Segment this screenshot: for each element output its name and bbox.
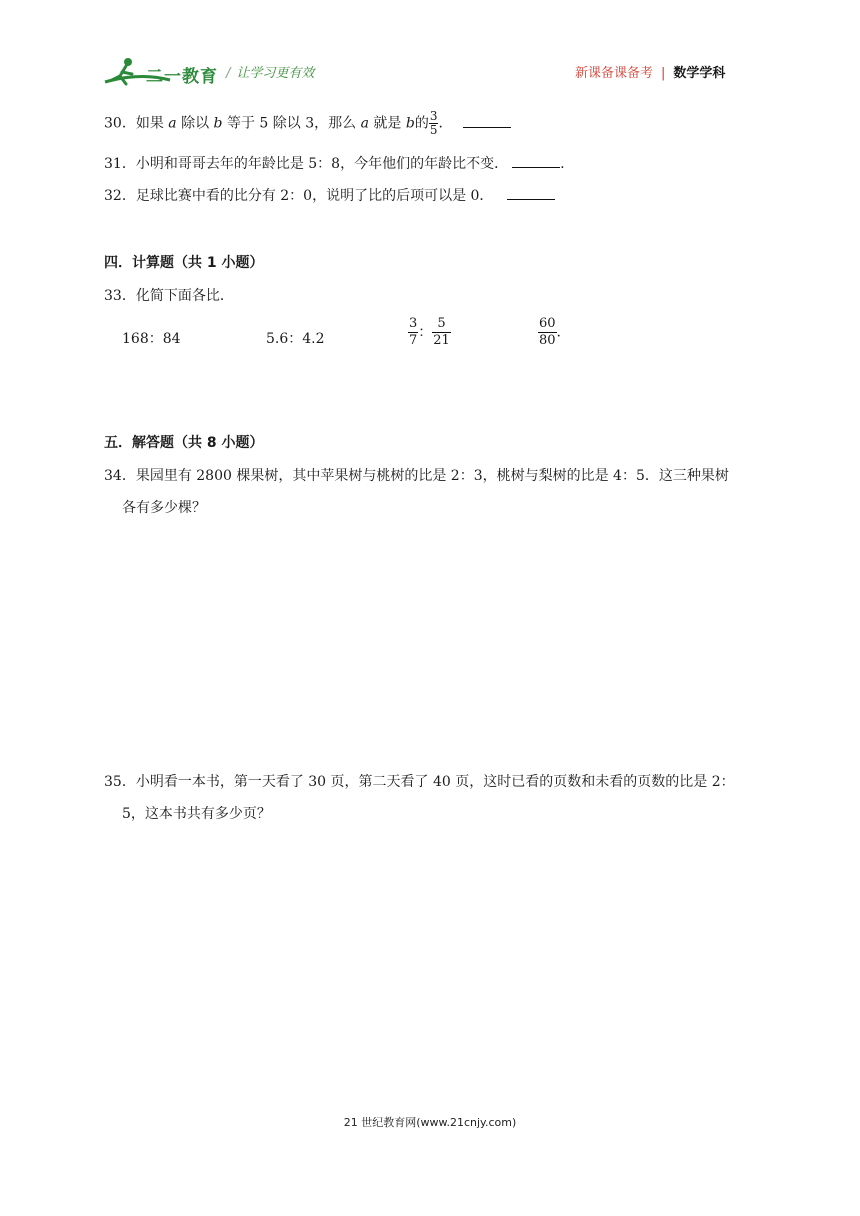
question-34-line-1: 34．果园里有 2800 棵果树，其中苹果树与桃树的比是 2：3，桃树与梨树的比是 4：5．这三种果树 [104,468,729,484]
question-30: 30．如果 a 除以 b 等于 5 除以 3，那么 a 就是 b的 $\frac{3}{5}$ ． [104,110,511,137]
header-subject-label: 数学学科 [673,66,726,81]
footer-source: 21 世纪教育网(www.21cnjy.com) [343,1116,517,1129]
fraction-3-5: $\frac{3}{5}$ [429,109,438,137]
question-34-line-2: 各有多少棵？ [122,500,206,516]
question-35-line-2: 5，这本书共有多少页？ [122,806,271,822]
question-33: 33．化简下面各比． [104,288,234,304]
expr-5.6-4.2: 5.6：4.2 [266,331,325,347]
question-32: 32．足球比赛中看的比分有 2：0，说明了比的后项可以是 0． [104,186,555,206]
logo-text: 二一教育 [146,67,218,87]
expr-168-84: 168：84 [122,331,181,347]
section-4-title: 四．计算题（共 1 小题） [104,255,264,271]
answer-blank-30[interactable] [463,115,511,128]
header-separator: | [661,66,666,81]
section-5-title: 五．解答题（共 8 小题） [104,435,264,451]
expr-fraction-ratio: $\frac{3}{7}$ ： $\frac{5}{21}$ [409,316,450,348]
question-35-line-1: 35．小明看一本书，第一天看了 30 页，第二天看了 40 页，这时已看的页数和未看的页数的比是 2： [104,774,735,790]
slogan: / 让学习更有效 [226,66,315,81]
header-course-label: 新课备课备考 [575,66,654,81]
answer-blank-31[interactable] [512,155,560,168]
question-31: 31．小明和哥哥去年的年龄比是 5：8，今年他们的年龄比不变． . [104,156,565,172]
expr-60-80: $\frac{60}{80}$ . [539,316,561,348]
header-subject [575,62,725,81]
answer-blank-32[interactable] [507,187,555,200]
